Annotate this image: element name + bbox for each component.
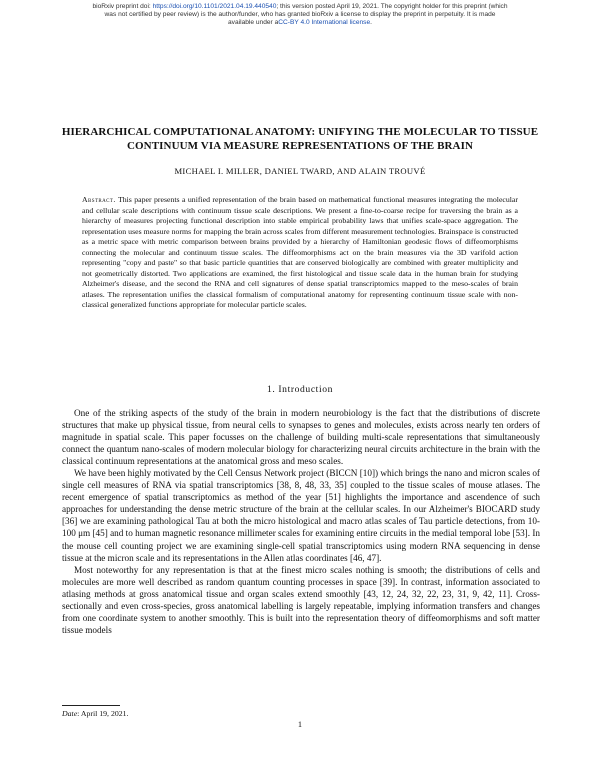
title-line-2: CONTINUUM VIA MEASURE REPRESENTATIONS OF THE BRAIN <box>126 140 474 152</box>
paper-title <box>40 125 560 153</box>
doi-link[interactable]: https://doi.org/10.1101/2021.04.19.440540 <box>152 3 277 10</box>
footnote <box>62 709 362 718</box>
author-list: MICHAEL I. MILLER, DANIEL TWARD, AND ALAIN TROUVÉ <box>174 166 426 176</box>
banner-line-3 <box>0 19 600 27</box>
paragraph-1: One of the striking aspects of the study of the brain in modern neurobiology is the fact that the distributions of discrete structures that make up physical tissue, from neural cells to synapses to genes and molecules, exists across nearly ten orders of magnitude in spatial scale. This paper focusses on the challenge of building multi-scale representations that simultaneously connect the quantum nano-scales of modern molecular biology for characterizing neural circuits architecture in the brain with the classical continuum representations at the anatomical gross and meso scales. <box>62 408 540 467</box>
abstract-text: This paper presents a unified representation of the brain based on mathematical functional measures integrating the molecular and cellular scale descriptions with continuum tissue scale descriptions. We present a fine-to-coarse recipe for traversing the brain as a hierarchy of measures projecting functional description into stable empirical probability laws that unifies scale-space aggregation. The representation uses measure norms for mapping the brain across scales from different measurement technologies. Brainspace is constructed as a metric space with metric comparison between brains provided by a hierarchy of Hamiltonian geodesic flows of diffeomorphisms connecting the molecular and continuum tissue scales. The diffeomorphisms act on the brain measures via the 3D varifold action representing "copy and paste" so that basic particle quantities that are conserved biologically are combined with greater multiplicity and not geometrically distorted. Two applications are examined, the first histological and tissue scale data in the human brain for studying Alzheimer's disease, and the second the RNA and cell signatures of dense spatial transcriptomics mapped to the meso-scales of brain atlases. The representation unifies the classical formalism of computational anatomy for representing continuum tissue scale with non-classical generalized functions appropriate for molecular particle scales. <box>82 195 518 309</box>
abstract <box>82 195 518 311</box>
banner-line3-post: . <box>370 19 372 26</box>
footnote-label: Date <box>62 709 78 718</box>
license-link[interactable]: CC-BY 4.0 International license <box>278 19 371 26</box>
banner-prefix: bioRxiv preprint doi: <box>92 3 153 10</box>
banner-line-2: was not certified by peer review) is the author/funder, who has granted bioRxiv a license to display the preprint in perpetuity. It is made <box>104 11 496 18</box>
banner-line3-pre: available under a <box>228 19 279 26</box>
paragraph-2: We have been highly motivated by the Cell Census Network project (BICCN [10]) which brings the nano and micron scales of single cell measures of RNA via spatial transcriptomics [38, 8, 48, 33, 35] coupled to the tissue scales of mouse atlases. The recent emergence of spatial transcriptomics as method of the year [51] highlights the importance and ascendence of such approaches for understanding the dense metric structure of the brain at the cellular scales. In our Alzheimer's BIOCARD study [36] we are examining pathological Tau at both the micro histological and macro atlas scales of Tau particle detections, from 10-100 μm [45] and to human magnetic resonance millimeter scales for examining entire circuits in the medial temporal lobe [53]. In the mouse cell counting project we are examining single-cell spatial transcriptomics using modern RNA sequencing in dense tissue at the micron scale and its representations in the Allen atlas coordinates [46, 47]. <box>62 468 540 563</box>
banner-line-1 <box>0 3 600 11</box>
paragraph-3: Most noteworthy for any representation is that at the finest micro scales nothing is smooth; the distributions of cells and molecules are more well described as random quantum counting processes in space [39]. In contrast, information associated to atlasing methods at gross anatomical tissue and organ scales extend smoothly [43, 12, 24, 32, 22, 23, 31, 9, 42, 11]. Cross-sectionally and even cross-species, gross anatomical labelling is largely repeatable, implying information transfers and changes from one coordinate system to another smoothly. This is built into the representation theory of diffeomorphisms and soft matter tissue models <box>62 564 540 635</box>
footnote-text: : April 19, 2021. <box>77 709 129 718</box>
title-line-1: HIERARCHICAL COMPUTATIONAL ANATOMY: UNIFYING THE MOLECULAR TO TISSUE <box>61 126 539 138</box>
body-text <box>62 407 540 636</box>
banner-after-doi: ; this version posted April 19, 2021. The copyright holder for this preprint (which <box>276 3 508 10</box>
preprint-banner <box>0 3 600 27</box>
footnote-rule <box>62 705 120 706</box>
abstract-label: Abstract. <box>82 195 116 204</box>
page-number: 1 <box>297 720 303 729</box>
section-heading: 1. Introduction <box>266 384 334 395</box>
